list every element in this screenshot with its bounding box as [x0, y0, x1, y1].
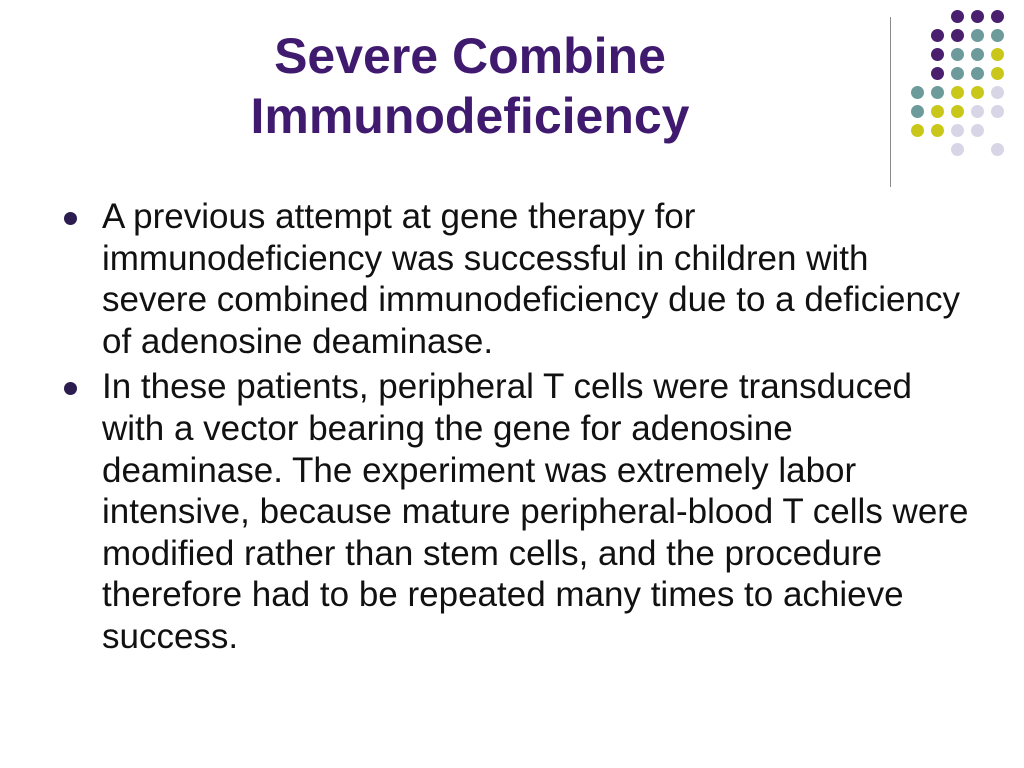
- decorative-dot: [931, 124, 944, 137]
- decorative-dot: [971, 29, 984, 42]
- decorative-dot: [991, 143, 1004, 156]
- decorative-dot: [951, 10, 964, 23]
- decorative-dot: [951, 67, 964, 80]
- decorative-dot: [911, 86, 924, 99]
- decorative-dot: [991, 67, 1004, 80]
- decorative-dot: [951, 48, 964, 61]
- decorative-dot: [951, 124, 964, 137]
- decorative-dot: [991, 86, 1004, 99]
- decorative-dot: [991, 105, 1004, 118]
- decorative-dot: [991, 29, 1004, 42]
- slide-title-line-2: Immunodeficiency: [250, 88, 690, 144]
- decorative-dot: [971, 48, 984, 61]
- decorative-dot: [991, 48, 1004, 61]
- decorative-dot: [991, 10, 1004, 23]
- decorative-dot: [951, 105, 964, 118]
- dot-grid-icon: [0, 0, 1024, 200]
- decorative-dot: [931, 105, 944, 118]
- decorative-dot: [911, 124, 924, 137]
- decorative-dot: [971, 86, 984, 99]
- decorative-dot: [971, 10, 984, 23]
- decorative-dot: [951, 29, 964, 42]
- slide-title-line-1: Severe Combine: [274, 28, 666, 84]
- decorative-dot: [931, 86, 944, 99]
- decorative-dot: [931, 48, 944, 61]
- bullet-item-2: [62, 366, 972, 657]
- decorative-dot: [951, 143, 964, 156]
- decorative-dot: [971, 105, 984, 118]
- decorative-dot: [911, 105, 924, 118]
- decorative-dot: [971, 67, 984, 80]
- bullet-text-1: A previous attempt at gene therapy for immunodeficiency was successful in children with severe combined immunodeficiency due to a deficiency of adenosine deaminase.: [102, 197, 960, 361]
- bullet-item-1: [62, 196, 972, 362]
- bullet-icon: [64, 212, 77, 225]
- decorative-dot: [931, 67, 944, 80]
- bullet-icon: [64, 382, 77, 395]
- decorative-dot: [931, 29, 944, 42]
- decorative-dot: [971, 124, 984, 137]
- decorative-dot: [951, 86, 964, 99]
- bullet-text-2: In these patients, peripheral T cells were transduced with a vector bearing the gene for adenosine deaminase. The experiment was extremely labor intensive, because mature peripheral-blood T cells were modified rather than stem cells, and the procedure therefore had to be repeated many times to achieve success.: [102, 367, 969, 656]
- bullet-list: [62, 196, 972, 662]
